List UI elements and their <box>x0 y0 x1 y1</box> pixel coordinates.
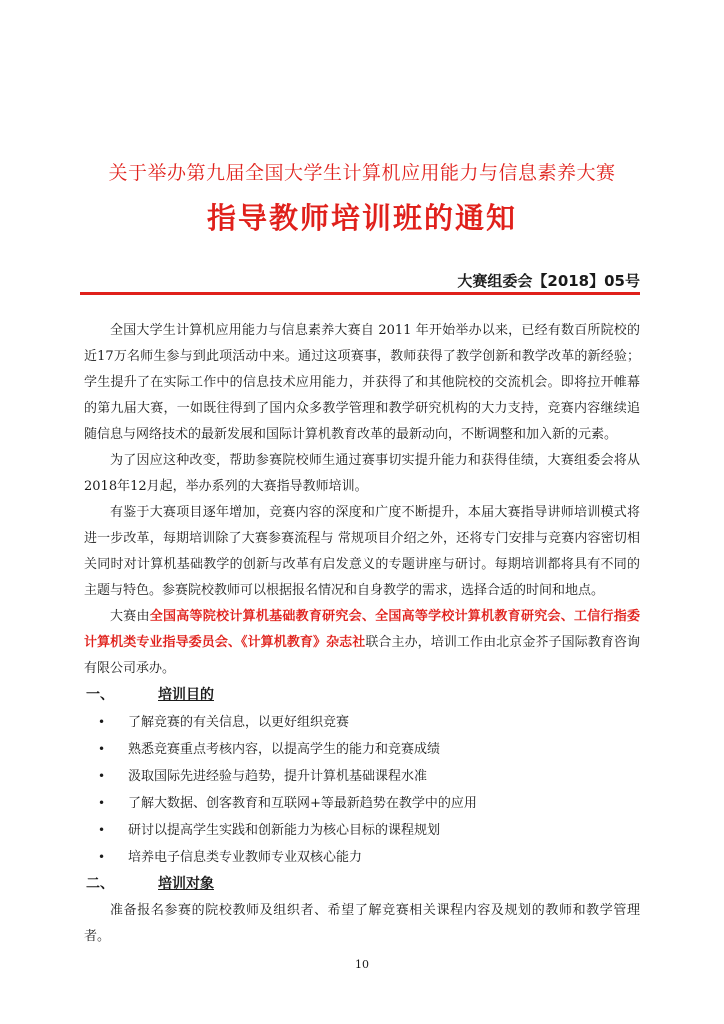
organizers-suffix: 联合主办，培训工作由北京金芥子国际教育咨询有限公司承办。 <box>84 635 640 676</box>
list-item-text: 培养电子信息类专业教师专业双核心能力 <box>128 850 363 865</box>
paragraph-reform: 有鉴于大赛项目逐年增加，竞赛内容的深度和广度不断提升，本届大赛指导讲师培训模式将进一步改革，每期培训除了大赛参赛流程与 常规项目介绍之外，还将专门安排与竞赛内容密切相关同时对计算机基础教学的创新与改革有启发意义的专题讲座与研讨。每期培训都将具有不同的主题与特色。参赛院校教师可以根据报名情况和自身教学的需求，选择合适的时间和地点。 <box>84 505 640 598</box>
paragraph-intro: 全国大学生计算机应用能力与信息素养大赛自 2011 年开始举办以来，已经有数百所院校的近17万名师生参与到此项活动中来。通过这项赛事，教师获得了教学创新和教学改革的新经验；学生提升了在实际工作中的信息技术应用能力，并获得了和其他院校的交流机会。即将拉开帷幕的第九届大赛，一如既往得到了国内众多教学管理和教学研究机构的大力支持，竞赛内容继续追随信息与网络技术的最新发展和国际计算机教育改革的最新动向，不断调整和加入新的元素。 <box>84 323 640 442</box>
document-body <box>84 318 640 950</box>
paragraph-change: 为了因应这种改变，帮助参赛院校师生通过赛事切实提升能力和获得佳绩，大赛组委会将从2018年12月起，举办系列的大赛指导教师培训。 <box>84 453 640 494</box>
list-item <box>84 790 640 817</box>
bullet-icon: • <box>98 823 106 837</box>
paragraph-audience: 准备报名参赛的院校教师及组织者、希望了解竞赛相关课程内容及规划的教师和教学管理者。 <box>84 903 640 944</box>
page-number: 10 <box>355 958 369 971</box>
list-item <box>84 763 640 790</box>
paragraph-organizers <box>84 604 640 682</box>
list-item-text: 汲取国际先进经验与趋势，提升计算机基础课程水准 <box>128 769 428 784</box>
section-number: 一、 <box>86 687 114 703</box>
organizers-names: 全国高等院校计算机基础教育研究会、全国高等学校计算机教育研究会、工信行指委计算机类专业指导委员会、《计算机教育》杂志社 <box>84 609 640 650</box>
section-number: 二、 <box>86 876 114 892</box>
notice-subtitle: 关于举办第九届全国大学生计算机应用能力与信息素养大赛 <box>108 162 616 184</box>
bullet-icon: • <box>98 850 106 864</box>
list-item-text: 熟悉竞赛重点考核内容，以提高学生的能力和竞赛成绩 <box>128 742 441 757</box>
list-item-text: 了解竞赛的有关信息，以更好组织竞赛 <box>128 715 350 730</box>
section-title: 培训对象 <box>158 876 214 892</box>
list-item <box>84 709 640 736</box>
section-heading-purpose <box>86 682 640 709</box>
organizers-prefix: 大赛由 <box>110 609 150 624</box>
list-item-text: 研讨以提高学生实践和创新能力为核心目标的课程规划 <box>128 823 441 838</box>
section-heading-audience <box>86 871 640 898</box>
purpose-list <box>84 709 640 871</box>
bullet-icon: • <box>98 796 106 810</box>
bullet-icon: • <box>98 742 106 756</box>
notice-title: 指导教师培训班的通知 <box>206 201 517 235</box>
list-item <box>84 736 640 763</box>
bullet-icon: • <box>98 769 106 783</box>
list-item <box>84 817 640 844</box>
list-item <box>84 844 640 871</box>
red-header-rule <box>80 292 640 295</box>
document-number: 大赛组委会【2018】05号 <box>457 272 640 290</box>
bullet-icon: • <box>98 715 106 729</box>
list-item-text: 了解大数据、创客教育和互联网+等最新趋势在教学中的应用 <box>128 796 477 811</box>
section-title: 培训目的 <box>158 687 214 703</box>
